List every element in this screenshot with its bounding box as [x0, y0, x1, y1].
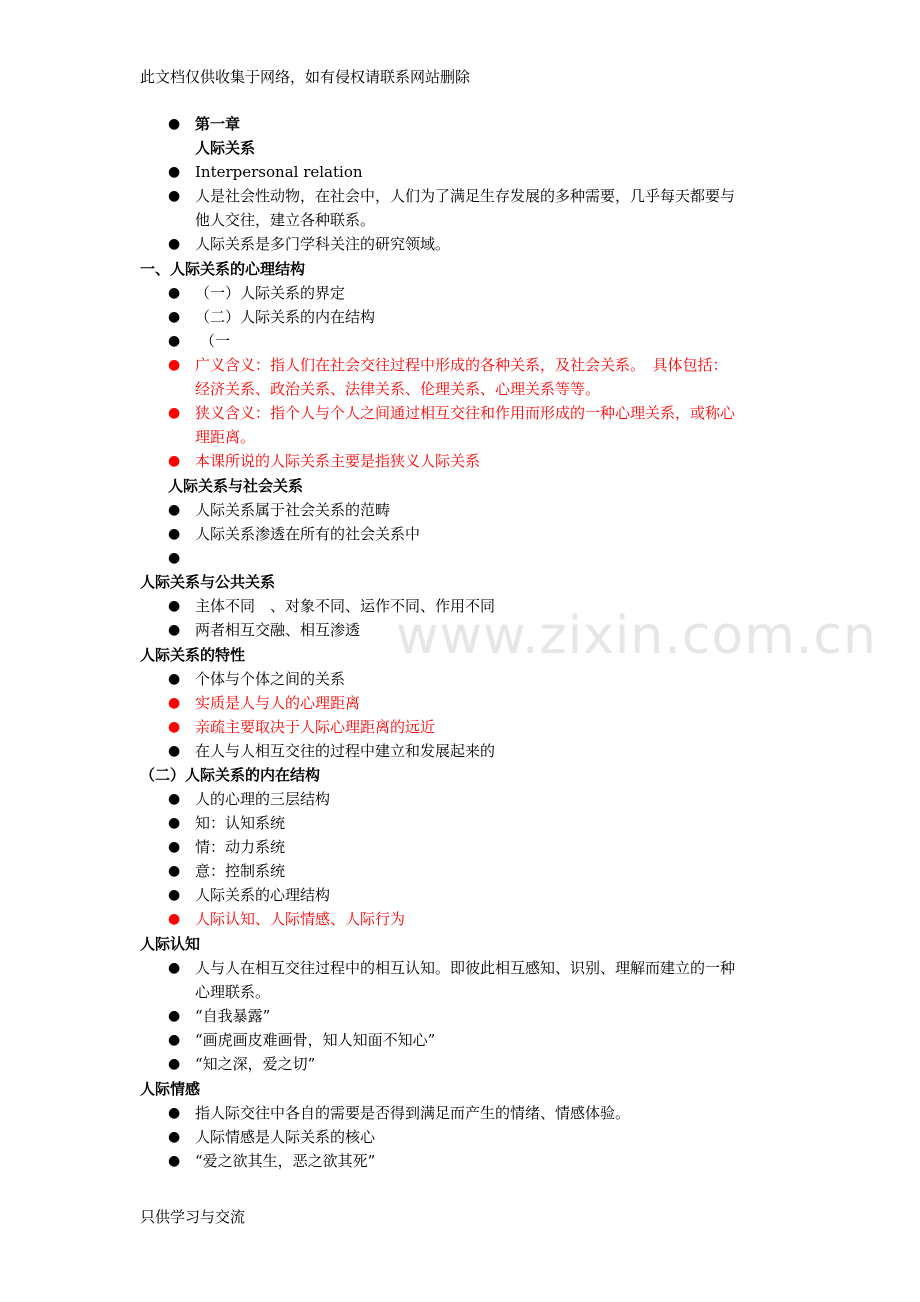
bullet-icon: ● [168, 164, 181, 180]
bullet-icon: ● [168, 309, 181, 325]
bullet-icon: ● [168, 1056, 181, 1072]
section-heading: 人际关系与公共关系 [140, 573, 276, 591]
section-heading: 人际情感 [140, 1080, 201, 1098]
page-header: 此文档仅供收集于网络，如有侵权请联系网站删除 [140, 68, 471, 86]
bullet-icon: ● [168, 188, 181, 204]
list-item: Interpersonal relation [195, 163, 363, 181]
list-item: 广义含义：指人们在社会交往过程中形成的各种关系，及社会关系。 具体包括： [195, 356, 728, 374]
list-item: 在人与人相互交往的过程中建立和发展起来的 [195, 742, 496, 760]
list-item: 人际情感是人际关系的核心 [195, 1128, 376, 1146]
bullet-icon: ● [168, 333, 181, 349]
list-item: 狭义含义：指个人与个人之间通过相互交往和作用而形成的一种心理关系，或称心 [195, 404, 736, 422]
list-item: “画虎画皮难画骨，知人知面不知心” [195, 1031, 436, 1049]
bullet-icon: ● [168, 550, 181, 566]
list-item: “爱之欲其生，恶之欲其死” [195, 1152, 376, 1170]
bullet-icon: ● [168, 1153, 181, 1169]
section-heading: （二）人际关系的内在结构 [140, 766, 321, 784]
list-item: 人际关系是多门学科关注的研究领域。 [195, 235, 451, 253]
list-item: 个体与个体之间的关系 [195, 670, 346, 688]
list-item-continuation: 他人交往，建立各种联系。 [195, 211, 376, 229]
list-item: 实质是人与人的心理距离 [195, 694, 361, 712]
list-item: 人的心理的三层结构 [195, 790, 331, 808]
list-item: 人际关系的心理结构 [195, 886, 331, 904]
list-item: （一 [200, 332, 231, 350]
list-item: “知之深，爱之切” [195, 1055, 316, 1073]
bullet-icon: ● [168, 743, 181, 759]
list-item: （二）人际关系的内在结构 [195, 308, 376, 326]
list-item: 人与人在相互交往过程中的相互认知。即彼此相互感知、识别、理解而建立的一种 [195, 959, 736, 977]
bullet-icon: ● [168, 622, 181, 638]
section-heading: 人际关系与社会关系 [168, 477, 304, 495]
bullet-icon: ● [168, 1105, 181, 1121]
bullet-icon: ● [168, 236, 181, 252]
list-item: 人是社会性动物，在社会中，人们为了满足生存发展的多种需要，几乎每天都要与 [195, 187, 736, 205]
list-item-continuation: 心理联系。 [195, 983, 271, 1001]
bullet-icon: ● [168, 598, 181, 614]
bullet-icon: ● [168, 1008, 181, 1024]
bullet-icon: ● [168, 405, 181, 421]
list-item: 知：认知系统 [195, 814, 286, 832]
bullet-icon: ● [168, 863, 181, 879]
watermark: www.zixin.com.cn [396, 606, 877, 666]
bullet-icon: ● [168, 911, 181, 927]
list-item: 人际关系属于社会关系的范畴 [195, 501, 391, 519]
bullet-icon: ● [168, 695, 181, 711]
list-item: 情：动力系统 [195, 838, 286, 856]
list-item: （一）人际关系的界定 [195, 284, 346, 302]
bullet-icon: ● [168, 285, 181, 301]
chapter-title: 第一章 [195, 115, 241, 133]
bullet-icon: ● [168, 719, 181, 735]
list-item-continuation: 理距离。 [195, 428, 256, 446]
bullet-icon: ● [168, 526, 181, 542]
list-item: 意：控制系统 [195, 862, 286, 880]
bullet-icon: ● [168, 357, 181, 373]
list-item: 人际关系渗透在所有的社会关系中 [195, 525, 421, 543]
bullet-icon: ● [168, 1129, 181, 1145]
bullet-icon: ● [168, 502, 181, 518]
page-footer: 只供学习与交流 [140, 1208, 246, 1226]
bullet-icon: ● [168, 116, 181, 132]
list-item-continuation: 经济关系、政治关系、法律关系、伦理关系、心理关系等等。 [195, 380, 601, 398]
list-item: “自我暴露” [195, 1007, 271, 1025]
list-item: 亲疏主要取决于人际心理距离的远近 [195, 718, 436, 736]
list-item: 指人际交往中各自的需要是否得到满足而产生的情绪、情感体验。 [195, 1104, 631, 1122]
list-item: 两者相互交融、相互渗透 [195, 621, 361, 639]
list-item: 人际认知、人际情感、人际行为 [195, 910, 406, 928]
section-heading: 人际关系的特性 [140, 646, 246, 664]
section-heading: 人际认知 [140, 935, 201, 953]
bullet-icon: ● [168, 839, 181, 855]
list-item: 本课所说的人际关系主要是指狭义人际关系 [195, 452, 481, 470]
bullet-icon: ● [168, 1032, 181, 1048]
bullet-icon: ● [168, 815, 181, 831]
chapter-subtitle: 人际关系 [195, 139, 256, 157]
bullet-icon: ● [168, 453, 181, 469]
bullet-icon: ● [168, 671, 181, 687]
bullet-icon: ● [168, 791, 181, 807]
list-item: 主体不同 、对象不同、运作不同、作用不同 [195, 597, 496, 615]
section-heading: 一、人际关系的心理结构 [140, 260, 306, 278]
bullet-icon: ● [168, 960, 181, 976]
bullet-icon: ● [168, 887, 181, 903]
